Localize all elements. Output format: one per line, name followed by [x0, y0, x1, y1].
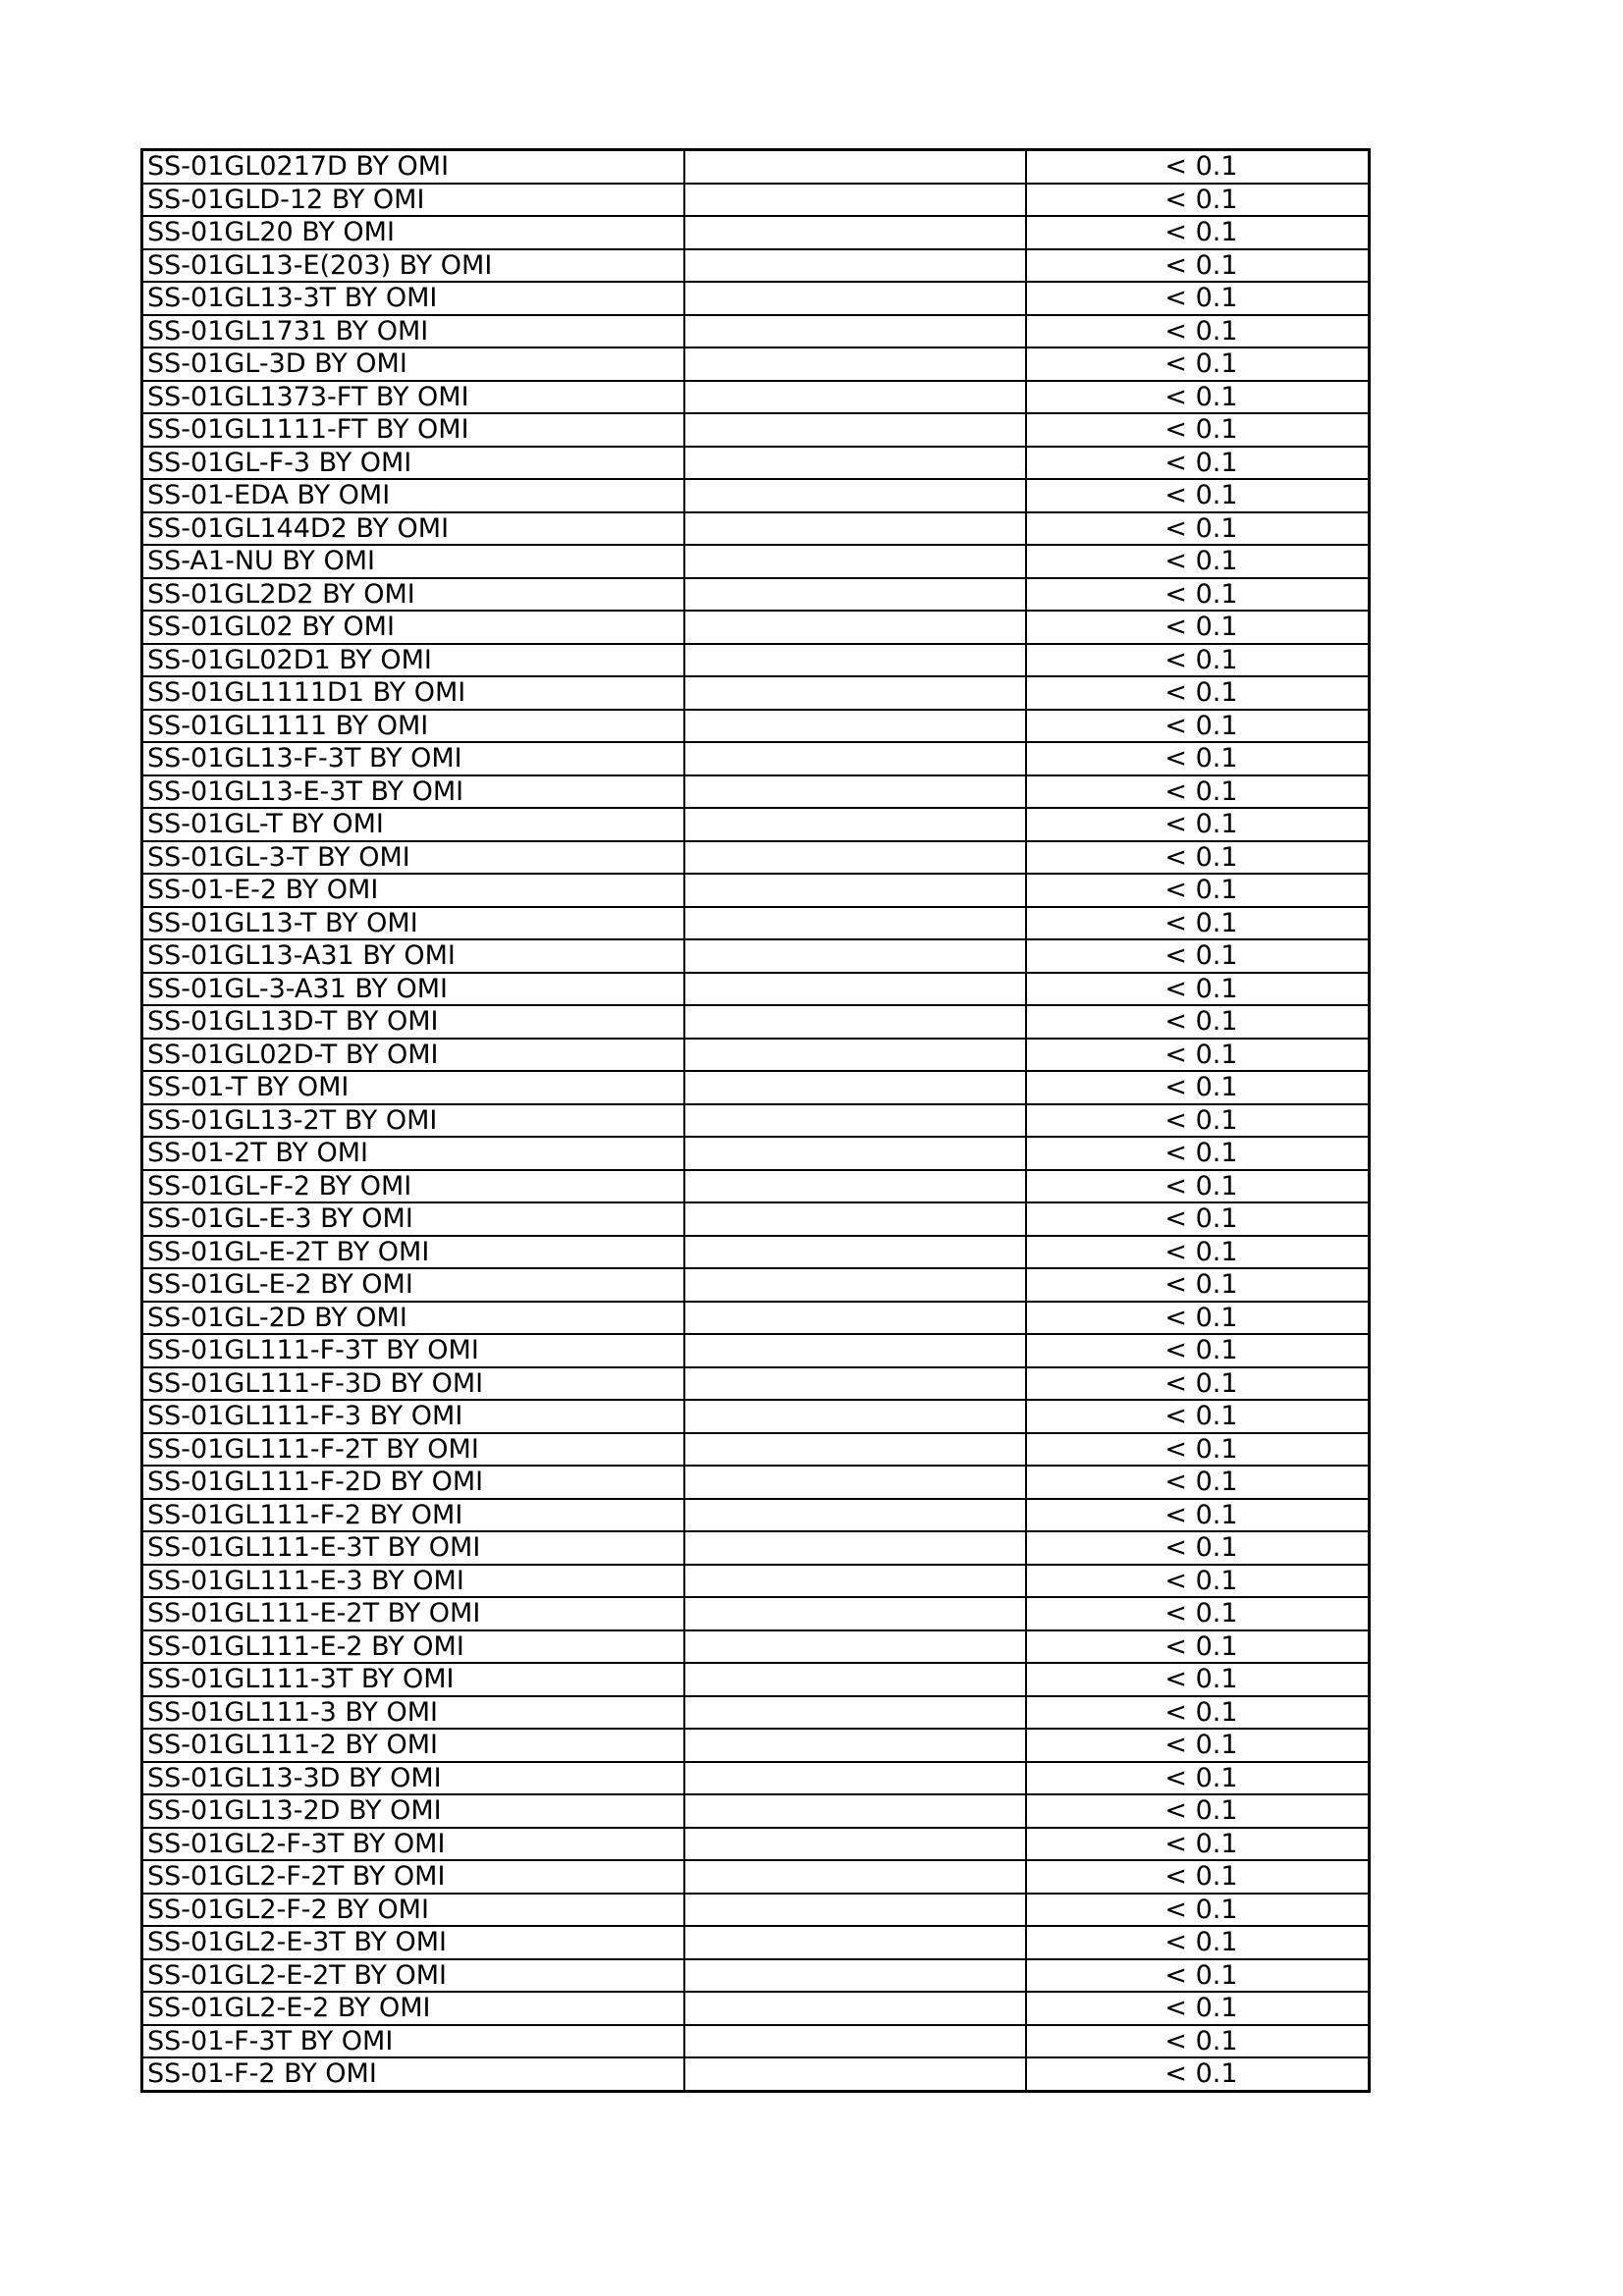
result-value: < 0.1: [1164, 184, 1238, 215]
empty-cell: [684, 1170, 1026, 1203]
result-value: < 0.1: [1164, 1072, 1238, 1103]
result-value: < 0.1: [1164, 1302, 1238, 1333]
empty-cell: [684, 1202, 1026, 1236]
table-row: [142, 2025, 1370, 2058]
sample-name-cell: SS-01-EDA BY OMI: [142, 479, 685, 512]
result-value-cell: [1026, 1565, 1370, 1598]
result-value-cell: [1026, 710, 1370, 743]
empty-cell: [684, 479, 1026, 512]
empty-cell: [684, 2057, 1026, 2091]
result-value-cell: [1026, 939, 1370, 973]
result-value-cell: [1026, 676, 1370, 710]
result-value-cell: [1026, 413, 1370, 447]
sample-name-cell: SS-01GL02 BY OMI: [142, 611, 685, 644]
result-value-cell: [1026, 249, 1370, 283]
table-row: [142, 1499, 1370, 1532]
table-row: [142, 447, 1370, 480]
empty-cell: [684, 1367, 1026, 1401]
empty-cell: [684, 644, 1026, 677]
result-value-cell: [1026, 1005, 1370, 1039]
result-value-cell: [1026, 282, 1370, 315]
sample-name-cell: SS-01GL13-T BY OMI: [142, 907, 685, 940]
table-row: [142, 1531, 1370, 1565]
empty-cell: [684, 184, 1026, 217]
result-value: < 0.1: [1164, 1927, 1238, 1958]
sample-name-cell: SS-01GL13-2D BY OMI: [142, 1794, 685, 1828]
empty-cell: [684, 1400, 1026, 1433]
table-row: [142, 973, 1370, 1006]
result-value-cell: [1026, 216, 1370, 249]
empty-cell: [684, 315, 1026, 348]
result-value-cell: [1026, 874, 1370, 907]
empty-cell: [684, 1597, 1026, 1630]
result-value: < 0.1: [1164, 710, 1238, 741]
sample-name-cell: SS-01GL111-F-2T BY OMI: [142, 1433, 685, 1467]
result-value-cell: [1026, 479, 1370, 512]
result-value: < 0.1: [1164, 1598, 1238, 1629]
result-value: < 0.1: [1164, 217, 1238, 248]
result-value-cell: [1026, 347, 1370, 381]
empty-cell: [684, 676, 1026, 710]
table-row: [142, 1268, 1370, 1302]
result-value: < 0.1: [1164, 1959, 1238, 1991]
sample-name-cell: SS-01GL111-E-2 BY OMI: [142, 1630, 685, 1664]
sample-name-cell: SS-01GL13-3D BY OMI: [142, 1762, 685, 1795]
empty-cell: [684, 216, 1026, 249]
table-row: [142, 1466, 1370, 1499]
empty-cell: [684, 347, 1026, 381]
table-row: [142, 1170, 1370, 1203]
empty-cell: [684, 512, 1026, 546]
table-row: [142, 578, 1370, 612]
empty-cell: [684, 1992, 1026, 2025]
sample-name-cell: SS-01GL20 BY OMI: [142, 216, 685, 249]
result-value: < 0.1: [1164, 1696, 1238, 1728]
table-row: [142, 216, 1370, 249]
result-value: < 0.1: [1164, 1828, 1238, 1859]
result-value: < 0.1: [1164, 578, 1238, 610]
result-value: < 0.1: [1164, 1269, 1238, 1301]
empty-cell: [684, 1959, 1026, 1993]
sample-name-cell: SS-01GL111-F-3D BY OMI: [142, 1367, 685, 1401]
result-value: < 0.1: [1164, 1762, 1238, 1793]
result-value: < 0.1: [1164, 1335, 1238, 1366]
empty-cell: [684, 1696, 1026, 1730]
table-row: [142, 545, 1370, 578]
table-row: [142, 2057, 1370, 2091]
result-value: < 0.1: [1164, 283, 1238, 314]
result-value-cell: [1026, 1302, 1370, 1335]
result-value-cell: [1026, 1531, 1370, 1565]
sample-name-cell: SS-01GL13-2T BY OMI: [142, 1104, 685, 1138]
result-value-cell: [1026, 1071, 1370, 1104]
empty-cell: [684, 874, 1026, 907]
sample-name-cell: SS-01GL144D2 BY OMI: [142, 512, 685, 546]
result-value-cell: [1026, 1104, 1370, 1138]
empty-cell: [684, 1860, 1026, 1894]
empty-cell: [684, 1039, 1026, 1072]
sample-name-cell: SS-01GL111-E-2T BY OMI: [142, 1597, 685, 1630]
table-row: [142, 1894, 1370, 1927]
result-value: < 0.1: [1164, 1664, 1238, 1695]
result-value-cell: [1026, 808, 1370, 841]
sample-name-cell: SS-01GL-E-3 BY OMI: [142, 1202, 685, 1236]
sample-name-cell: SS-01GL111-F-3 BY OMI: [142, 1400, 685, 1433]
sample-name-cell: SS-01-2T BY OMI: [142, 1137, 685, 1170]
result-value-cell: [1026, 1268, 1370, 1302]
result-value-cell: [1026, 1466, 1370, 1499]
empty-cell: [684, 1565, 1026, 1598]
sample-name-cell: SS-01GL111-F-3T BY OMI: [142, 1334, 685, 1367]
result-value: < 0.1: [1164, 1104, 1238, 1136]
result-value: < 0.1: [1164, 1730, 1238, 1761]
result-value: < 0.1: [1164, 809, 1238, 840]
sample-name-cell: SS-01GL13-E-3T BY OMI: [142, 775, 685, 809]
sample-name-cell: SS-01-F-2 BY OMI: [142, 2057, 685, 2091]
sample-name-cell: SS-01GL2-F-2T BY OMI: [142, 1860, 685, 1894]
table-row: [142, 249, 1370, 283]
table-row: [142, 479, 1370, 512]
result-value: < 0.1: [1164, 512, 1238, 544]
sample-name-cell: SS-01GL111-F-2 BY OMI: [142, 1499, 685, 1532]
sample-name-cell: SS-01-F-3T BY OMI: [142, 2025, 685, 2058]
result-value: < 0.1: [1164, 1401, 1238, 1432]
empty-cell: [684, 282, 1026, 315]
result-value: < 0.1: [1164, 414, 1238, 446]
table-row: [142, 1794, 1370, 1828]
empty-cell: [684, 1663, 1026, 1696]
result-value: < 0.1: [1164, 1993, 1238, 2024]
empty-cell: [684, 578, 1026, 612]
result-value-cell: [1026, 1794, 1370, 1828]
sample-name-cell: SS-01GL0217D BY OMI: [142, 150, 685, 184]
sample-name-cell: SS-01GL111-3 BY OMI: [142, 1696, 685, 1730]
sample-name-cell: SS-01GL02D1 BY OMI: [142, 644, 685, 677]
result-value-cell: [1026, 1400, 1370, 1433]
table-row: [142, 1663, 1370, 1696]
results-table-body: [142, 150, 1370, 2092]
empty-cell: [684, 1531, 1026, 1565]
table-row: [142, 841, 1370, 875]
result-value: < 0.1: [1164, 1006, 1238, 1038]
table-row: [142, 315, 1370, 348]
result-value: < 0.1: [1164, 2025, 1238, 2056]
table-row: [142, 808, 1370, 841]
result-value-cell: [1026, 184, 1370, 217]
sample-name-cell: SS-01GL-E-2 BY OMI: [142, 1268, 685, 1302]
sample-name-cell: SS-01GL02D-T BY OMI: [142, 1039, 685, 1072]
empty-cell: [684, 1762, 1026, 1795]
empty-cell: [684, 710, 1026, 743]
result-value: < 0.1: [1164, 1861, 1238, 1893]
empty-cell: [684, 939, 1026, 973]
sample-name-cell: SS-01GL13-F-3T BY OMI: [142, 742, 685, 775]
result-value-cell: [1026, 1894, 1370, 1927]
result-value: < 0.1: [1164, 743, 1238, 774]
result-value-cell: [1026, 1039, 1370, 1072]
result-value: < 0.1: [1164, 315, 1238, 347]
empty-cell: [684, 1104, 1026, 1138]
result-value-cell: [1026, 1170, 1370, 1203]
table-row: [142, 1565, 1370, 1598]
table-row: [142, 742, 1370, 775]
table-row: [142, 1104, 1370, 1138]
result-value: < 0.1: [1164, 775, 1238, 807]
result-value-cell: [1026, 150, 1370, 184]
empty-cell: [684, 1137, 1026, 1170]
sample-name-cell: SS-01GL13D-T BY OMI: [142, 1005, 685, 1039]
result-value-cell: [1026, 512, 1370, 546]
result-value-cell: [1026, 1729, 1370, 1762]
result-value: < 0.1: [1164, 348, 1238, 380]
sample-name-cell: SS-01GL-F-3 BY OMI: [142, 447, 685, 480]
sample-name-cell: SS-01GL-3D BY OMI: [142, 347, 685, 381]
table-row: [142, 413, 1370, 447]
sample-name-cell: SS-01GL111-F-2D BY OMI: [142, 1466, 685, 1499]
sample-name-cell: SS-01GL111-E-3 BY OMI: [142, 1565, 685, 1598]
sample-name-cell: SS-01GL-T BY OMI: [142, 808, 685, 841]
sample-name-cell: SS-01GL2-E-3T BY OMI: [142, 1926, 685, 1959]
table-row: [142, 1860, 1370, 1894]
table-row: [142, 1367, 1370, 1401]
table-row: [142, 1039, 1370, 1072]
sample-name-cell: SS-01GL-E-2T BY OMI: [142, 1236, 685, 1269]
result-value: < 0.1: [1164, 1565, 1238, 1596]
table-row: [142, 1597, 1370, 1630]
empty-cell: [684, 1499, 1026, 1532]
result-value: < 0.1: [1164, 1894, 1238, 1925]
empty-cell: [684, 808, 1026, 841]
empty-cell: [684, 413, 1026, 447]
sample-name-cell: SS-01GL1111-FT BY OMI: [142, 413, 685, 447]
result-value: < 0.1: [1164, 1532, 1238, 1564]
table-row: [142, 939, 1370, 973]
result-value-cell: [1026, 1367, 1370, 1401]
table-row: [142, 1696, 1370, 1730]
result-value-cell: [1026, 1762, 1370, 1795]
table-row: [142, 611, 1370, 644]
sample-name-cell: SS-01GL1111 BY OMI: [142, 710, 685, 743]
result-value: < 0.1: [1164, 1367, 1238, 1399]
result-value-cell: [1026, 381, 1370, 414]
result-value: < 0.1: [1164, 447, 1238, 478]
empty-cell: [684, 1005, 1026, 1039]
result-value-cell: [1026, 1959, 1370, 1993]
table-row: [142, 775, 1370, 809]
empty-cell: [684, 249, 1026, 283]
result-value: < 0.1: [1164, 612, 1238, 643]
result-value: < 0.1: [1164, 940, 1238, 972]
result-value: < 0.1: [1164, 1433, 1238, 1465]
sample-name-cell: SS-01GL2-F-2 BY OMI: [142, 1894, 685, 1927]
result-value: < 0.1: [1164, 249, 1238, 281]
result-value: < 0.1: [1164, 1499, 1238, 1530]
result-value-cell: [1026, 611, 1370, 644]
sample-name-cell: SS-01GL2D2 BY OMI: [142, 578, 685, 612]
table-row: [142, 1302, 1370, 1335]
table-row: [142, 150, 1370, 184]
empty-cell: [684, 1894, 1026, 1927]
result-value-cell: [1026, 1137, 1370, 1170]
table-row: [142, 184, 1370, 217]
empty-cell: [684, 1268, 1026, 1302]
result-value: < 0.1: [1164, 1039, 1238, 1070]
result-value-cell: [1026, 2057, 1370, 2091]
result-value-cell: [1026, 1334, 1370, 1367]
empty-cell: [684, 1466, 1026, 1499]
result-value-cell: [1026, 1828, 1370, 1861]
result-value-cell: [1026, 447, 1370, 480]
result-value: < 0.1: [1164, 546, 1238, 577]
result-value: < 0.1: [1164, 1467, 1238, 1498]
result-value: < 0.1: [1164, 2058, 1238, 2090]
empty-cell: [684, 2025, 1026, 2058]
result-value-cell: [1026, 545, 1370, 578]
sample-name-cell: SS-01GL1111D1 BY OMI: [142, 676, 685, 710]
table-row: [142, 710, 1370, 743]
table-row: [142, 1137, 1370, 1170]
empty-cell: [684, 1433, 1026, 1467]
result-value-cell: [1026, 742, 1370, 775]
table-row: [142, 1071, 1370, 1104]
result-value: < 0.1: [1164, 677, 1238, 709]
sample-name-cell: SS-01-T BY OMI: [142, 1071, 685, 1104]
sample-name-cell: SS-01GLD-12 BY OMI: [142, 184, 685, 217]
result-value-cell: [1026, 1202, 1370, 1236]
table-row: [142, 1433, 1370, 1467]
sample-name-cell: SS-01GL2-E-2T BY OMI: [142, 1959, 685, 1993]
sample-name-cell: SS-01GL13-A31 BY OMI: [142, 939, 685, 973]
table-row: [142, 347, 1370, 381]
result-value: < 0.1: [1164, 841, 1238, 873]
result-value-cell: [1026, 2025, 1370, 2058]
result-value-cell: [1026, 1499, 1370, 1532]
result-value: < 0.1: [1164, 1203, 1238, 1235]
sample-name-cell: SS-01GL13-E(203) BY OMI: [142, 249, 685, 283]
table-row: [142, 1202, 1370, 1236]
result-value-cell: [1026, 1597, 1370, 1630]
empty-cell: [684, 150, 1026, 184]
sample-name-cell: SS-01GL1373-FT BY OMI: [142, 381, 685, 414]
table-row: [142, 1400, 1370, 1433]
sample-name-cell: SS-01GL-3-A31 BY OMI: [142, 973, 685, 1006]
result-value: < 0.1: [1164, 1170, 1238, 1201]
table-row: [142, 644, 1370, 677]
empty-cell: [684, 973, 1026, 1006]
result-value-cell: [1026, 1860, 1370, 1894]
empty-cell: [684, 1926, 1026, 1959]
empty-cell: [684, 447, 1026, 480]
table-row: [142, 1236, 1370, 1269]
table-row: [142, 1005, 1370, 1039]
result-value: < 0.1: [1164, 1236, 1238, 1267]
sample-name-cell: SS-01GL2-F-3T BY OMI: [142, 1828, 685, 1861]
empty-cell: [684, 742, 1026, 775]
empty-cell: [684, 1236, 1026, 1269]
result-value-cell: [1026, 907, 1370, 940]
result-value-cell: [1026, 973, 1370, 1006]
table-row: [142, 512, 1370, 546]
sample-name-cell: SS-01GL111-3T BY OMI: [142, 1663, 685, 1696]
table-row: [142, 907, 1370, 940]
results-table: [140, 148, 1371, 2093]
sample-name-cell: SS-01GL-F-2 BY OMI: [142, 1170, 685, 1203]
table-row: [142, 282, 1370, 315]
empty-cell: [684, 1794, 1026, 1828]
empty-cell: [684, 381, 1026, 414]
table-row: [142, 1992, 1370, 2025]
empty-cell: [684, 907, 1026, 940]
empty-cell: [684, 1729, 1026, 1762]
table-row: [142, 1334, 1370, 1367]
table-row: [142, 1828, 1370, 1861]
table-row: [142, 1630, 1370, 1664]
sample-name-cell: SS-A1-NU BY OMI: [142, 545, 685, 578]
empty-cell: [684, 611, 1026, 644]
sample-name-cell: SS-01GL13-3T BY OMI: [142, 282, 685, 315]
result-value: < 0.1: [1164, 151, 1238, 183]
sample-name-cell: SS-01GL-2D BY OMI: [142, 1302, 685, 1335]
result-value-cell: [1026, 315, 1370, 348]
result-value-cell: [1026, 1236, 1370, 1269]
result-value: < 0.1: [1164, 1138, 1238, 1169]
sample-name-cell: SS-01GL111-2 BY OMI: [142, 1729, 685, 1762]
table-row: [142, 1926, 1370, 1959]
table-row: [142, 874, 1370, 907]
empty-cell: [684, 545, 1026, 578]
sample-name-cell: SS-01-E-2 BY OMI: [142, 874, 685, 907]
result-value-cell: [1026, 1630, 1370, 1664]
empty-cell: [684, 841, 1026, 875]
empty-cell: [684, 775, 1026, 809]
result-value-cell: [1026, 1433, 1370, 1467]
result-value: < 0.1: [1164, 1630, 1238, 1662]
result-value-cell: [1026, 1926, 1370, 1959]
sample-name-cell: SS-01GL1731 BY OMI: [142, 315, 685, 348]
empty-cell: [684, 1828, 1026, 1861]
result-value-cell: [1026, 775, 1370, 809]
empty-cell: [684, 1630, 1026, 1664]
empty-cell: [684, 1334, 1026, 1367]
result-value-cell: [1026, 1663, 1370, 1696]
table-row: [142, 1959, 1370, 1993]
result-value: < 0.1: [1164, 480, 1238, 511]
empty-cell: [684, 1071, 1026, 1104]
table-row: [142, 1729, 1370, 1762]
table-row: [142, 676, 1370, 710]
result-value: < 0.1: [1164, 875, 1238, 906]
table-row: [142, 1762, 1370, 1795]
result-value-cell: [1026, 1992, 1370, 2025]
sample-name-cell: SS-01GL-3-T BY OMI: [142, 841, 685, 875]
result-value-cell: [1026, 578, 1370, 612]
result-value-cell: [1026, 841, 1370, 875]
empty-cell: [684, 1302, 1026, 1335]
result-value: < 0.1: [1164, 381, 1238, 412]
result-value: < 0.1: [1164, 1795, 1238, 1827]
result-value: < 0.1: [1164, 973, 1238, 1004]
sample-name-cell: SS-01GL2-E-2 BY OMI: [142, 1992, 685, 2025]
table-row: [142, 381, 1370, 414]
result-value: < 0.1: [1164, 907, 1238, 938]
result-value-cell: [1026, 644, 1370, 677]
result-value-cell: [1026, 1696, 1370, 1730]
result-value: < 0.1: [1164, 644, 1238, 675]
sample-name-cell: SS-01GL111-E-3T BY OMI: [142, 1531, 685, 1565]
